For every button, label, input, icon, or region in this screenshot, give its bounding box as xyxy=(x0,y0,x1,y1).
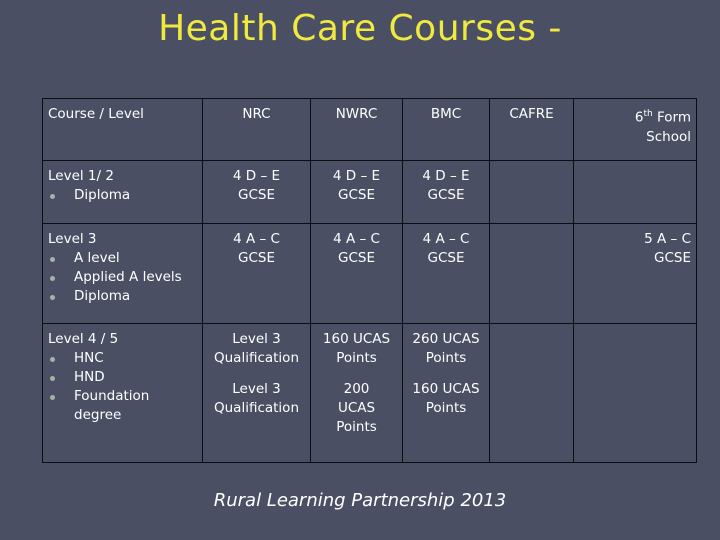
cell-nrc: 4 A – C GCSE xyxy=(203,224,311,324)
header-sixth-form-school: School xyxy=(646,128,691,145)
header-nwrc: NWRC xyxy=(311,99,403,161)
list-item: Diploma xyxy=(48,186,197,205)
cell-sixth-form xyxy=(574,324,697,463)
cell-cafre xyxy=(490,224,574,324)
list-item: HNC xyxy=(48,349,197,368)
level-label: Level 1/ 2 xyxy=(48,168,114,184)
list-item: A level xyxy=(48,249,197,268)
header-sixth-form-suffix: th xyxy=(643,109,653,119)
level-items xyxy=(48,249,197,306)
dot-bullet-icon xyxy=(50,257,55,262)
dot-bullet-icon xyxy=(50,395,55,400)
dot-bullet-icon xyxy=(50,276,55,281)
level-label: Level 3 xyxy=(48,231,97,247)
header-sixth-form-number: 6 xyxy=(634,109,644,126)
cell-course-level xyxy=(43,224,203,324)
cell-nrc: 4 D – E GCSE xyxy=(203,161,311,224)
cell-bmc: 260 UCAS Points 160 UCAS Points xyxy=(403,324,490,463)
cell-sixth-form xyxy=(574,161,697,224)
table-header-row xyxy=(43,99,697,161)
table-row xyxy=(43,324,697,463)
header-cafre: CAFRE xyxy=(490,99,574,161)
list-item: Applied A levels xyxy=(48,268,197,287)
cell-nwrc: 160 UCAS Points 200 UCAS Points xyxy=(311,324,403,463)
cell-cafre xyxy=(490,324,574,463)
slide-title: Health Care Courses - xyxy=(158,8,562,49)
header-sixth-form-word: Form xyxy=(652,109,691,126)
list-item: HND xyxy=(48,368,197,387)
dot-bullet-icon xyxy=(50,357,55,362)
table-row xyxy=(43,224,697,324)
dot-bullet-icon xyxy=(50,295,55,300)
cell-course-level xyxy=(43,161,203,224)
cell-nrc: Level 3 Qualification Level 3 Qualification xyxy=(203,324,311,463)
footer-credit: Rural Learning Partnership 2013 xyxy=(213,490,507,511)
header-nrc: NRC xyxy=(203,99,311,161)
list-item: Diploma xyxy=(48,287,197,306)
list-item: Foundation degree xyxy=(48,387,197,425)
cell-bmc: 4 A – C GCSE xyxy=(403,224,490,324)
cell-bmc: 4 D – E GCSE xyxy=(403,161,490,224)
header-bmc: BMC xyxy=(403,99,490,161)
table-row xyxy=(43,161,697,224)
level-items xyxy=(48,186,197,205)
dot-bullet-icon xyxy=(50,376,55,381)
header-course-level: Course / Level xyxy=(43,99,203,161)
cell-course-level xyxy=(43,324,203,463)
cell-nwrc: 4 D – E GCSE xyxy=(311,161,403,224)
header-sixth-form xyxy=(574,99,697,161)
dot-bullet-icon xyxy=(50,194,55,199)
courses-table xyxy=(42,98,697,463)
level-label: Level 4 / 5 xyxy=(48,331,119,347)
level-items xyxy=(48,349,197,425)
cell-sixth-form: 5 A – C GCSE xyxy=(574,224,697,324)
cell-cafre xyxy=(490,161,574,224)
cell-nwrc: 4 A – C GCSE xyxy=(311,224,403,324)
